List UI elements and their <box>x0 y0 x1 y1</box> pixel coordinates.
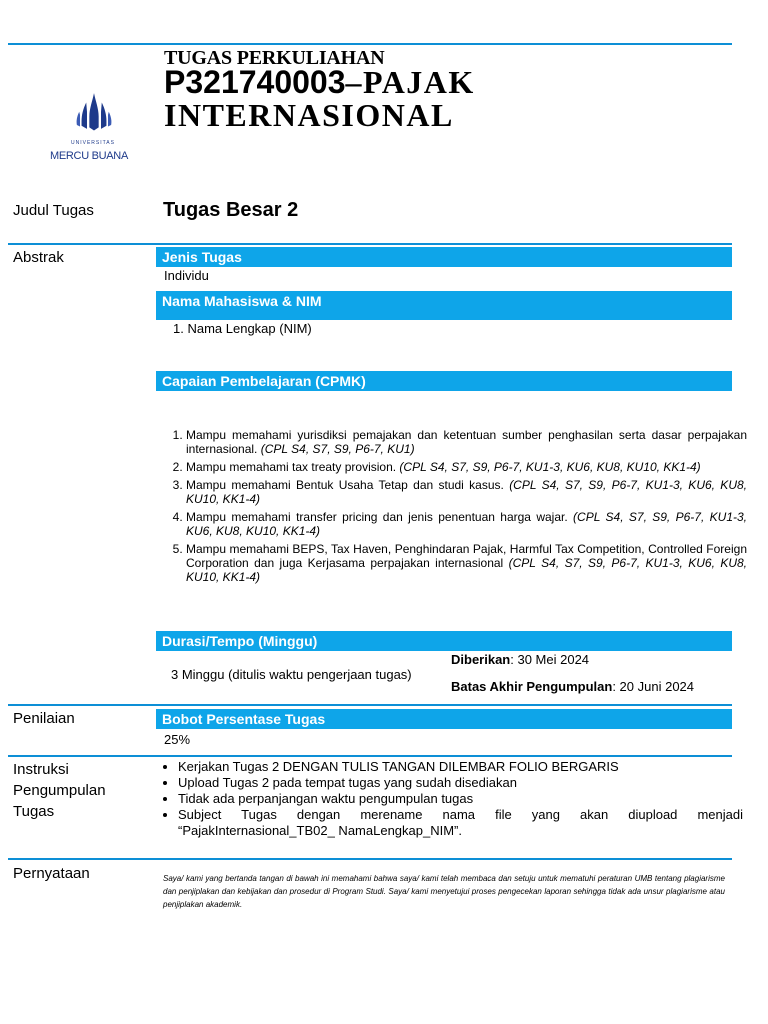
cpmk-item <box>186 428 747 456</box>
instruksi-item: • Kerjakan Tugas 2 DENGAN TULIS TANGAN DILEMBAR FOLIO BERGARIS <box>178 759 743 775</box>
instruksi-label-line: Tugas <box>13 803 55 820</box>
cpmk-item-ref: (CPL S4, S7, S9, P6-7, KU1-3, KU6, KU8, KU10, KK1-4) <box>399 460 701 474</box>
university-logo <box>48 90 140 146</box>
cpmk-item-ref: (CPL S4, S7, S9, P6-7, KU1-3, KU6, KU8, KU10, KK1-4) <box>186 556 747 584</box>
instruksi-list <box>160 759 743 839</box>
bobot-heading: Bobot Persentase Tugas <box>156 709 732 729</box>
course-type: TUGAS PERKULIAHAN <box>164 47 385 69</box>
cpmk-item <box>186 460 747 474</box>
university-name: MERCU BUANA <box>50 150 128 162</box>
cpmk-item-ref: (CPL S4, S7, S9, P6-7, KU1) <box>260 442 415 456</box>
top-rule <box>8 43 732 45</box>
nama-item: 1. Nama Lengkap (NIM) <box>173 321 312 336</box>
abstrak-rule <box>8 243 732 245</box>
course-title <box>164 66 724 132</box>
nama-heading: Nama Mahasiswa & NIM <box>156 291 732 320</box>
instruksi-label-line: Instruksi <box>13 761 69 778</box>
pernyataan-rule <box>8 858 732 860</box>
diberikan-row <box>451 652 589 667</box>
jenis-tugas-value: Individu <box>164 268 209 283</box>
course-code: P321740003 <box>164 64 346 100</box>
cpmk-item <box>186 510 747 538</box>
cpmk-item-text: Mampu memahami BEPS, Tax Haven, Penghindaran Pajak, Harmful Tax Competition, Controlled Foreign Corporation dan juga Kerjasama perpajakan internasional <box>186 542 747 570</box>
instruksi-item: • Subject Tugas dengan merename nama file yang akan diupload menjadi “PajakInternasional_TB02_ NamaLengkap_NIM”. <box>178 807 743 839</box>
bobot-value: 25% <box>164 732 191 747</box>
instruksi-rule <box>8 755 732 757</box>
judul-value: Tugas Besar 2 <box>163 199 299 221</box>
batas-label: Batas Akhir Pengumpulan <box>451 679 613 694</box>
judul-label: Judul Tugas <box>13 202 94 219</box>
abstrak-label: Abstrak <box>13 249 64 266</box>
instruksi-label <box>13 759 106 822</box>
batas-row <box>451 679 694 694</box>
durasi-heading: Durasi/Tempo (Minggu) <box>156 631 732 651</box>
jenis-tugas-heading: Jenis Tugas <box>156 247 732 267</box>
nama-item-text: Nama Lengkap (NIM) <box>187 321 312 336</box>
instruksi-label-line: Pengumpulan <box>13 782 106 799</box>
pernyataan-label: Pernyataan <box>13 865 90 882</box>
cpmk-item-text: Mampu memahami Bentuk Usaha Tetap dan studi kasus. <box>186 478 510 492</box>
instruksi-item: • Upload Tugas 2 pada tempat tugas yang sudah disediakan <box>178 775 743 791</box>
batas-value: : 20 Juni 2024 <box>612 679 695 694</box>
durasi-value: 3 Minggu (ditulis waktu pengerjaan tugas) <box>171 667 412 682</box>
cpmk-item-ref: (CPL S4, S7, S9, P6-7, KU1-3, KU6, KU8, KU10, KK1-4) <box>186 478 747 506</box>
diberikan-label: Diberikan <box>451 652 511 667</box>
penilaian-label: Penilaian <box>13 710 75 727</box>
cpmk-item <box>186 542 747 584</box>
cpmk-list <box>164 428 747 588</box>
course-name: –PAJAK INTERNASIONAL <box>164 64 475 133</box>
penilaian-rule <box>8 704 732 706</box>
university-small-label: UNIVERSITAS <box>71 140 115 146</box>
cpmk-item <box>186 478 747 506</box>
cpmk-item-text: Mampu memahami yurisdiksi pemajakan dan ketentuan sumber penghasilan serta dasar perpajakan internasional. <box>186 428 747 456</box>
cpmk-item-text: Mampu memahami transfer pricing dan jenis penentuan harga wajar. <box>186 510 574 524</box>
cpmk-item-ref: (CPL S4, S7, S9, P6-7, KU1-3, KU6, KU8, KU10, KK1-4) <box>186 510 747 538</box>
cpmk-item-text: Mampu memahami tax treaty provision. <box>186 460 400 474</box>
pernyataan-text: Saya/ kami yang bertanda tangan di bawah ini memahami bahwa saya/ kami telah membaca dan setuju untuk mematuhi peraturan UMB tentang plagiarisme dan penjiplakan dan kebijakan dan prosedur di Program Studi. Saya/ kami menyetujui proses pengecekan laporan sehingga tidak ada unsur plagiarisme atau penjiplakan akademik. <box>163 874 725 909</box>
cpmk-heading: Capaian Pembelajaran (CPMK) <box>156 371 732 391</box>
instruksi-item: • Tidak ada perpanjangan waktu pengumpulan tugas <box>178 791 743 807</box>
diberikan-value: : 30 Mei 2024 <box>510 652 590 667</box>
